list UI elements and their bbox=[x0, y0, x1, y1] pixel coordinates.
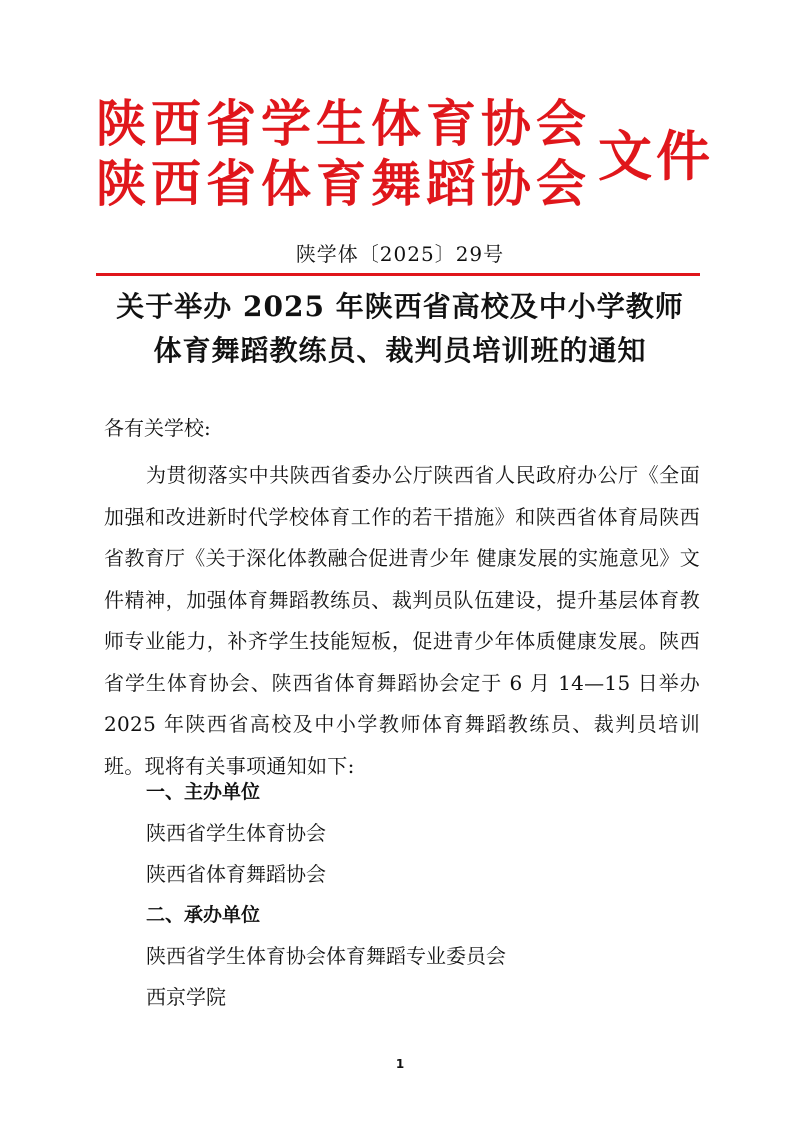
title-line-1: 关于举办 2025 年陕西省高校及中小学教师 bbox=[116, 290, 684, 323]
section-heading-organizer: 一、主办单位 bbox=[146, 781, 261, 803]
red-divider bbox=[96, 273, 700, 276]
document-number: 陕学体〔2025〕29号 bbox=[295, 242, 505, 266]
issuing-org-1: 陕西省学生体育协会 bbox=[96, 94, 591, 153]
section-heading-host: 二、承办单位 bbox=[146, 904, 261, 926]
host-item: 陕西省学生体育协会体育舞蹈专业委员会 bbox=[146, 944, 506, 968]
page-number: 1 bbox=[395, 1057, 405, 1071]
organizer-item: 陕西省学生体育协会 bbox=[146, 821, 326, 845]
salutation: 各有关学校: bbox=[104, 416, 211, 440]
title-line-2: 体育舞蹈教练员、裁判员培训班的通知 bbox=[153, 334, 647, 367]
issuing-org-2: 陕西省体育舞蹈协会 bbox=[96, 154, 591, 213]
body-paragraph: 为贯彻落实中共陕西省委办公厅陕西省人民政府办公厅《全面加强和改进新时代学校体育工作的若干措施》和陕西省体育局陕西省教育厅《关于深化体教融合促进青少年 健康发展的实施意见》文件精神，加强体育舞蹈教练员、裁判员队伍建设，提升基层体育教师专业能力，补齐学生技能短板，促进青少年体质健康发展。陕西省学生体育协会、陕西省体育舞蹈协会定于 6 月 14—15 日举办 2025 年陕西省高校及中小学教师体育舞蹈教练员、裁判员培训班。现将有关事项通知如下: bbox=[104, 463, 700, 778]
red-header bbox=[96, 88, 714, 228]
organizer-item: 陕西省体育舞蹈协会 bbox=[146, 862, 326, 886]
document-word: 文件 bbox=[598, 124, 714, 188]
host-item: 西京学院 bbox=[146, 985, 226, 1009]
